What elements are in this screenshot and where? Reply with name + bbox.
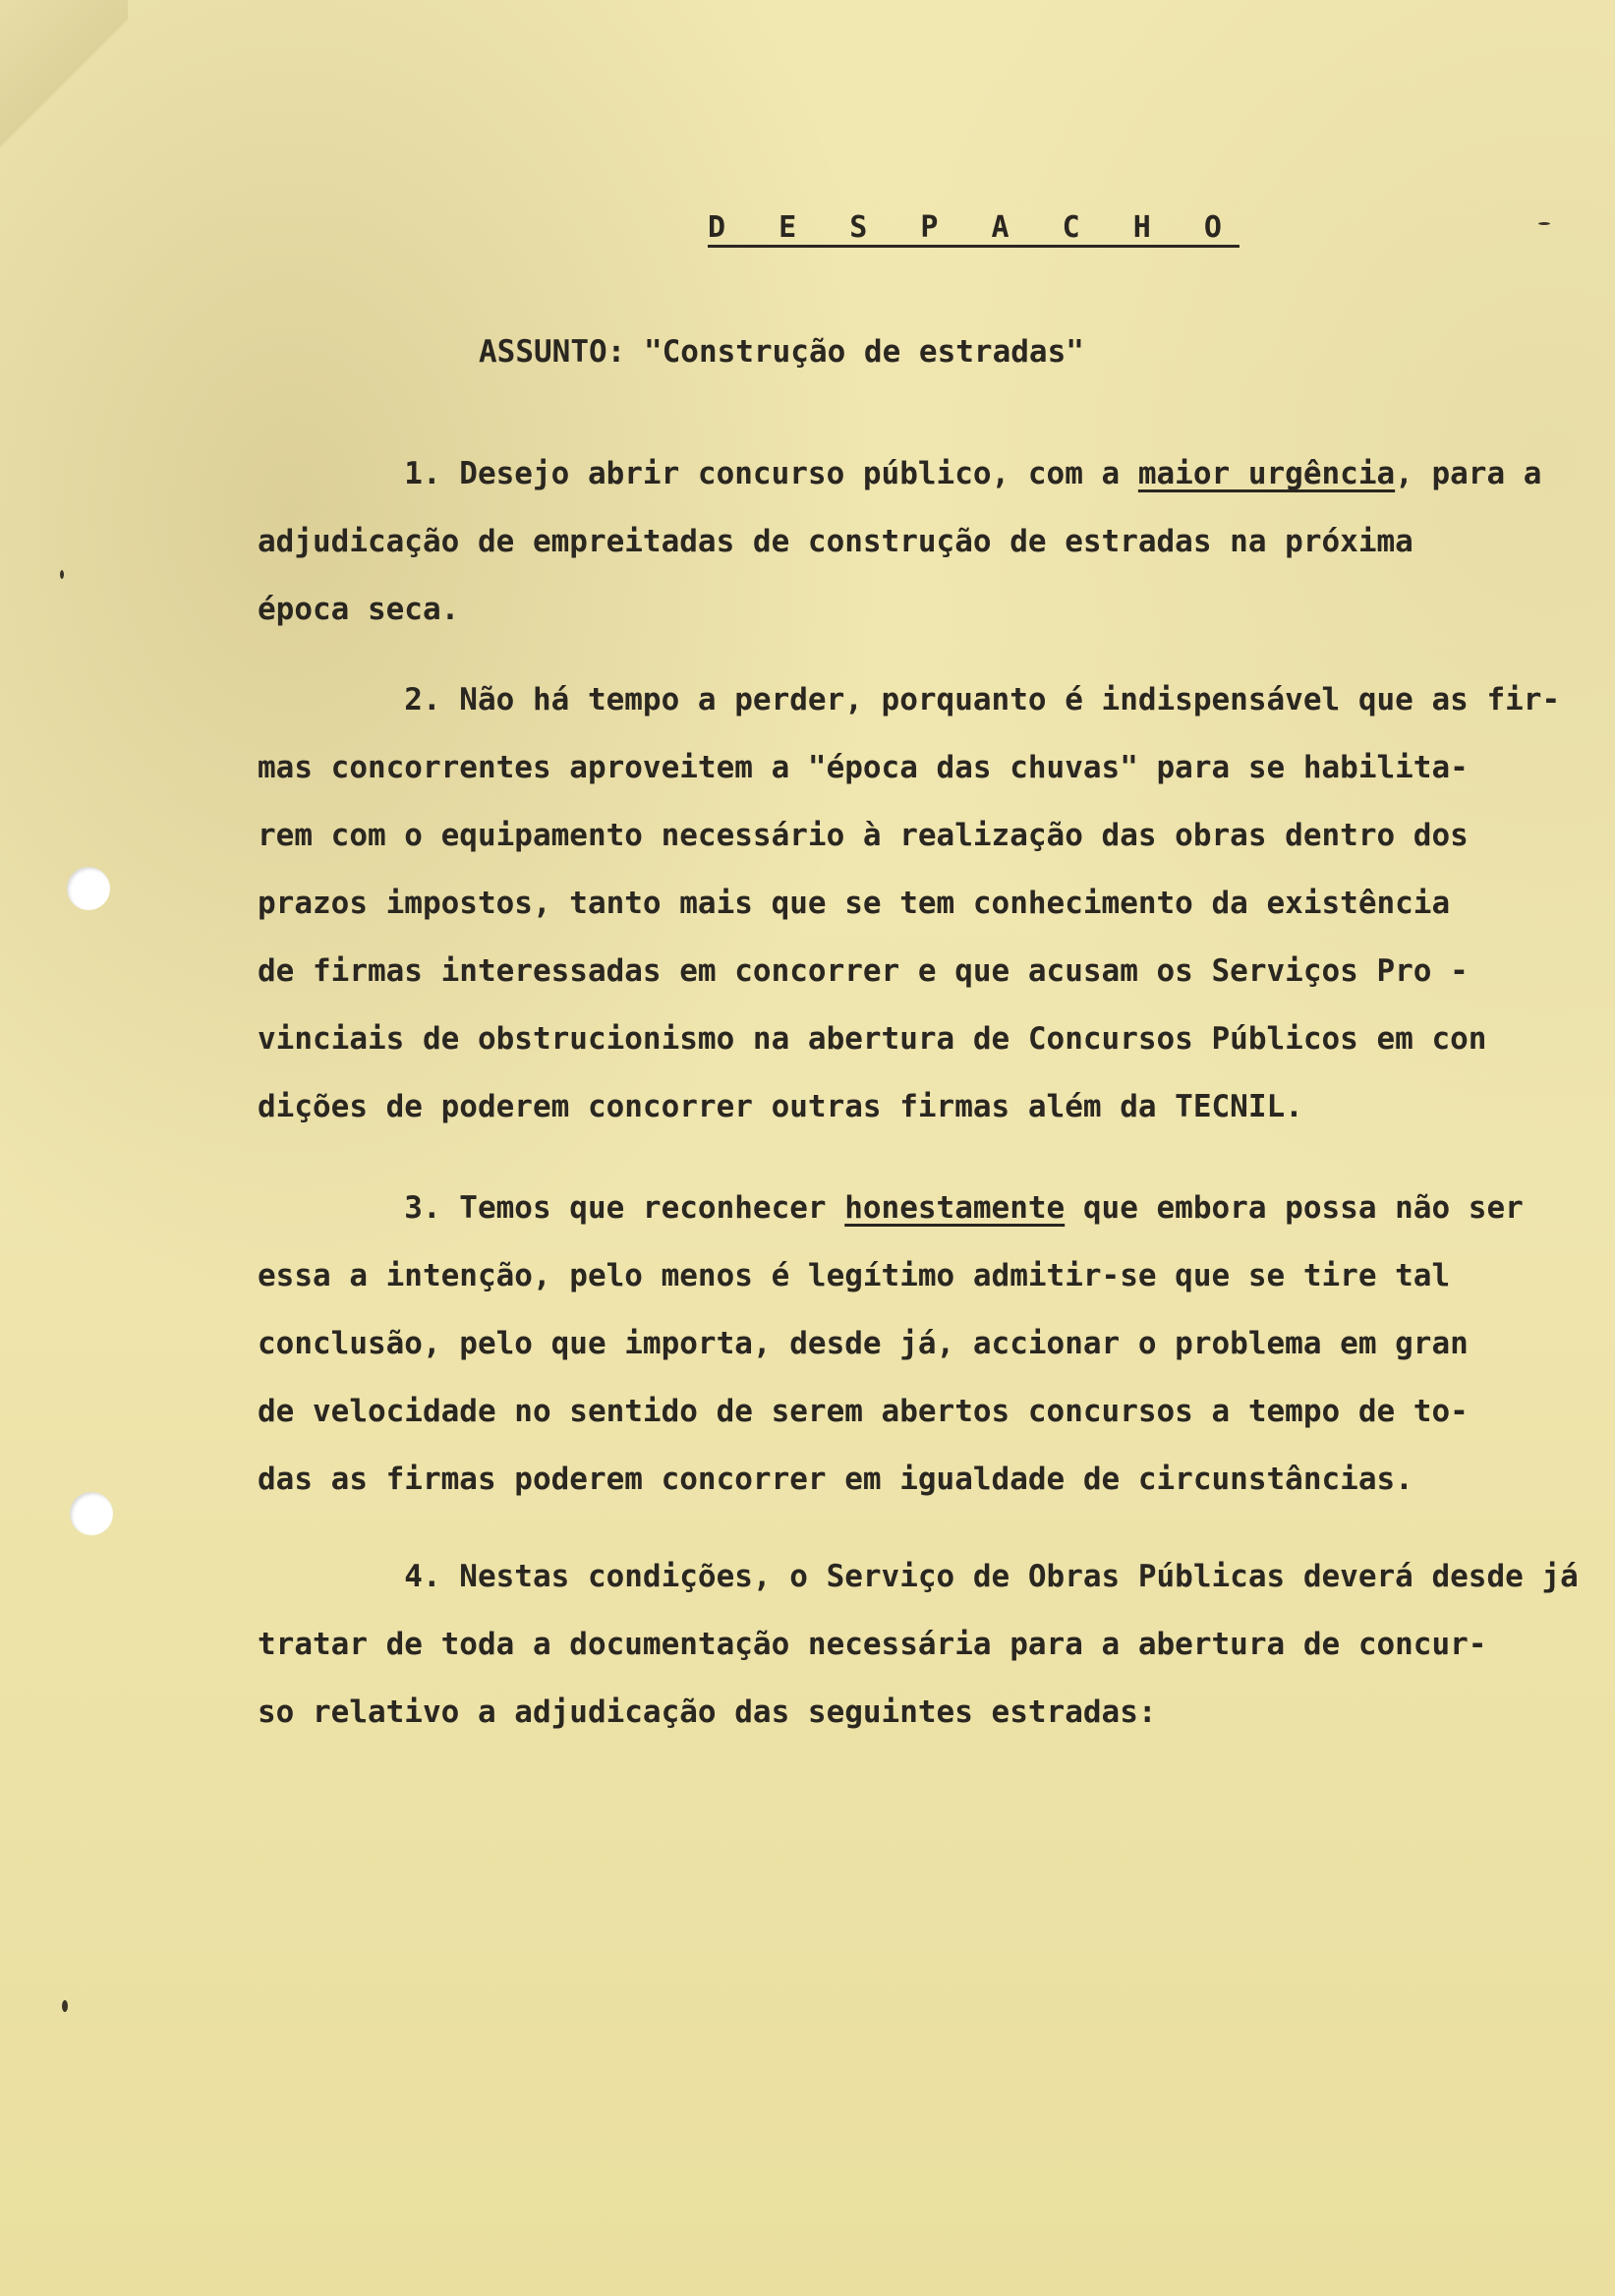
ink-speck	[62, 2000, 68, 2012]
line-text: adjudicação de empreitadas de construção de estradas na próxima	[258, 524, 1413, 559]
paragraph-line	[258, 576, 1535, 644]
line-text: de firmas interessadas em concorrer e que acusam os Serviços Pro -	[258, 953, 1469, 989]
line-text: prazos impostos, tanto mais que se tem conhecimento da existência	[258, 886, 1451, 921]
paragraph-1	[258, 440, 1542, 644]
paragraph-line	[258, 802, 1535, 870]
paragraph-4	[258, 1543, 1579, 1747]
line-text: essa a intenção, pelo menos é legítimo admitir-se que se tire tal	[258, 1258, 1451, 1293]
line-text: vinciais de obstrucionismo na abertura de Concursos Públicos em con	[258, 1021, 1487, 1057]
line-text: das as firmas poderem concorrer em igualdade de circunstâncias.	[258, 1462, 1413, 1497]
paragraph-3	[258, 1175, 1535, 1514]
paragraph-line	[258, 508, 1535, 576]
paragraph-line	[258, 1378, 1535, 1446]
line-text: 2. Não há tempo a perder, porquanto é indispensável que as fir-	[258, 682, 1561, 718]
ink-speck	[60, 570, 64, 579]
paragraph-line	[258, 1543, 1579, 1611]
paragraph-line	[258, 734, 1535, 802]
paragraph-line	[258, 1005, 1535, 1073]
punch-hole	[67, 867, 110, 910]
paragraph-line	[258, 870, 1535, 938]
line-text: , para a	[1395, 456, 1542, 491]
line-text: 3. Temos que reconhecer	[258, 1190, 845, 1226]
paragraph-line	[258, 1310, 1535, 1378]
paragraph-2	[258, 666, 1561, 1141]
line-text: 4. Nestas condições, o Serviço de Obras Públicas deverá desde já	[258, 1559, 1579, 1594]
folded-corner	[0, 0, 128, 236]
paragraph-line	[258, 1611, 1535, 1679]
paragraph-line	[258, 1446, 1535, 1514]
line-text: de velocidade no sentido de serem abertos concursos a tempo de to-	[258, 1394, 1469, 1429]
underlined-text: maior urgência	[1137, 456, 1396, 491]
paragraph-line	[258, 1073, 1535, 1141]
line-text: conclusão, pelo que importa, desde já, accionar o problema em gran	[258, 1326, 1469, 1361]
line-text: que embora possa não ser	[1065, 1190, 1524, 1226]
line-text: so relativo a adjudicação das seguintes estradas:	[258, 1694, 1157, 1730]
ink-speck	[1538, 222, 1550, 225]
paragraph-line	[258, 1679, 1535, 1747]
underlined-text: honestamente	[844, 1190, 1066, 1226]
line-text: dições de poderem concorrer outras firmas além da TECNIL.	[258, 1089, 1303, 1124]
paragraph-line	[258, 1242, 1535, 1310]
line-text: rem com o equipamento necessário à realização das obras dentro dos	[258, 818, 1469, 853]
punch-hole	[70, 1492, 113, 1535]
paragraph-line	[258, 440, 1542, 508]
line-text: 1. Desejo abrir concurso público, com a	[258, 456, 1138, 491]
line-text: tratar de toda a documentação necessária para a abertura de concur-	[258, 1627, 1487, 1662]
paragraph-line	[258, 1175, 1535, 1242]
line-text: mas concorrentes aproveitem a "época das chuvas" para se habilita-	[258, 750, 1469, 785]
paragraph-line	[258, 666, 1561, 734]
paragraph-line	[258, 938, 1535, 1005]
document-title: D E S P A C H O	[708, 210, 1240, 245]
line-text: época seca.	[258, 592, 460, 627]
document-subject: ASSUNTO: "Construção de estradas"	[479, 334, 1084, 370]
